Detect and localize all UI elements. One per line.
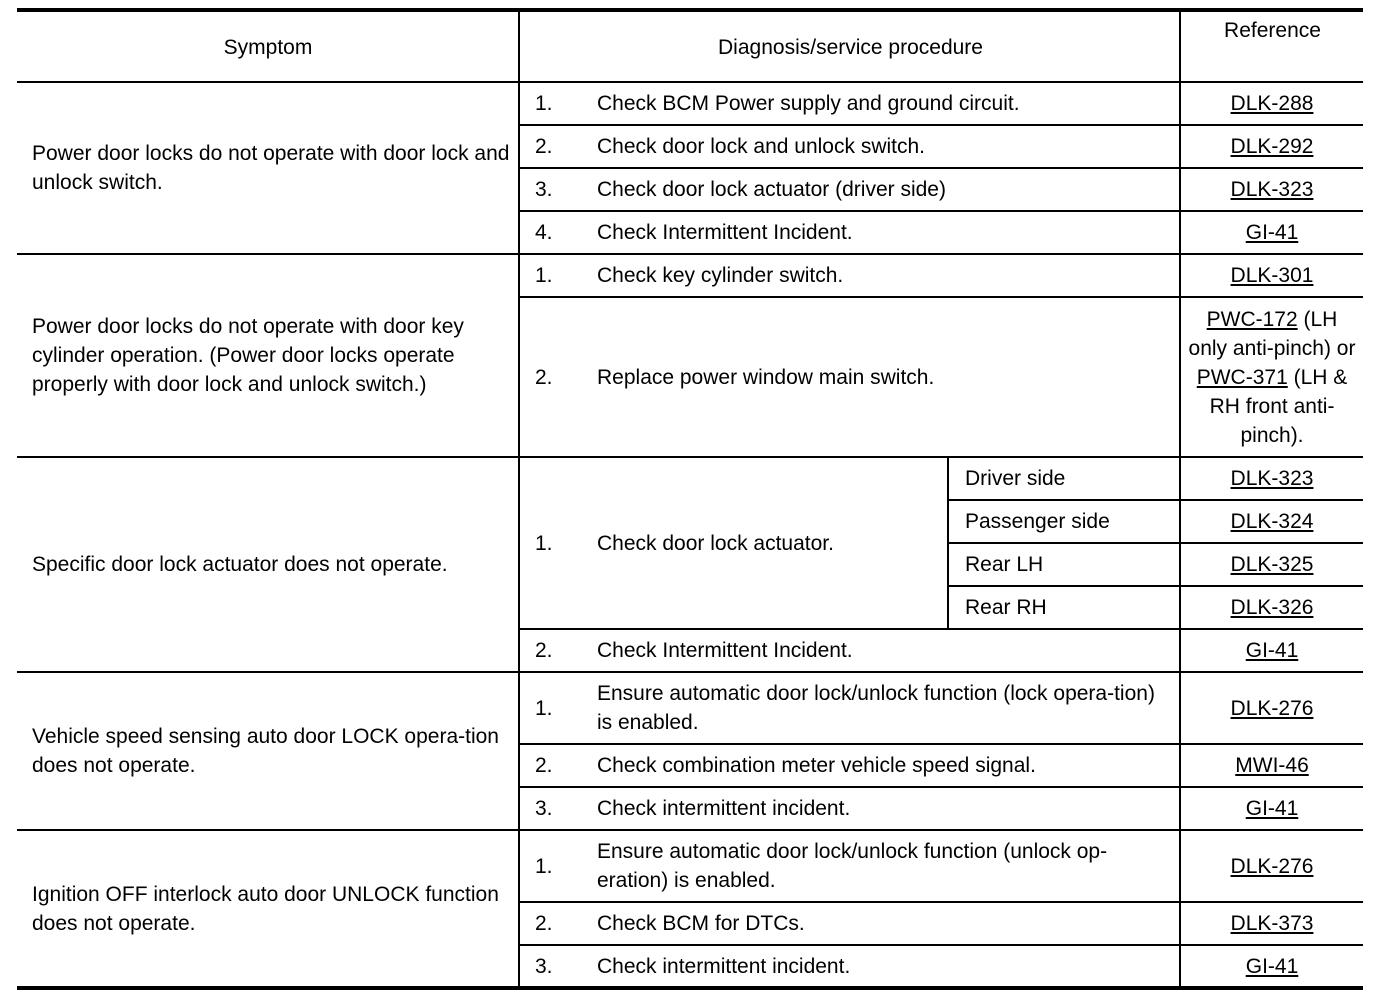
reference-link[interactable]: GI-41	[1245, 955, 1299, 978]
reference-cell	[1181, 673, 1363, 743]
reference-link[interactable]: PWC-371	[1196, 365, 1288, 389]
step-text: Check door lock and unlock switch.	[597, 135, 925, 158]
reference-link[interactable]: DLK-324	[1230, 510, 1314, 533]
reference-content	[1231, 261, 1314, 290]
step-number: 1.	[535, 696, 553, 720]
reference-content	[1231, 132, 1314, 161]
step-number: 2.	[535, 135, 553, 158]
reference-link[interactable]: DLK-301	[1230, 264, 1314, 287]
sub-item-label: Passenger side	[965, 510, 1110, 533]
reference-link[interactable]: DLK-288	[1230, 92, 1314, 115]
step-number: 2.	[535, 365, 553, 389]
table-top-border	[17, 8, 1363, 12]
step-number: 3.	[535, 955, 553, 978]
step-number: 2.	[535, 912, 553, 935]
step-number: 1.	[535, 854, 553, 878]
reference-link[interactable]: DLK-325	[1230, 553, 1314, 576]
step-text: Check key cylinder switch.	[597, 264, 844, 287]
step-text: Check combination meter vehicle speed signal.	[597, 754, 1036, 777]
reference-link[interactable]: DLK-323	[1230, 178, 1314, 201]
reference-cell	[1181, 903, 1363, 944]
reference-cell	[1181, 458, 1363, 499]
reference-link[interactable]: DLK-326	[1230, 596, 1314, 619]
reference-cell	[1181, 83, 1363, 124]
reference-link[interactable]: GI-41	[1245, 221, 1299, 244]
step-text: Check BCM for DTCs.	[597, 912, 805, 935]
header-procedure: Diagnosis/service procedure	[718, 35, 983, 59]
sub-item-label: Rear LH	[965, 553, 1044, 576]
symptom-text: Ignition OFF interlock auto door UNLOCK function does not operate.	[32, 883, 499, 935]
step-number: 1.	[535, 531, 553, 555]
step-text: Check BCM Power supply and ground circuit.	[597, 92, 1020, 115]
reference-cell	[1181, 630, 1363, 671]
step-number: 3.	[535, 797, 553, 820]
reference-content	[1231, 175, 1314, 204]
reference-link[interactable]: DLK-292	[1230, 135, 1314, 158]
reference-content	[1231, 593, 1314, 622]
reference-content	[1231, 852, 1314, 881]
reference-content	[1231, 909, 1314, 938]
reference-content	[1231, 694, 1314, 723]
reference-cell	[1181, 587, 1363, 628]
step-number: 2.	[535, 639, 553, 662]
step-text: Replace power window main switch.	[597, 365, 935, 389]
reference-link[interactable]: PWC-172	[1206, 307, 1298, 331]
reference-content	[1231, 550, 1314, 579]
reference-link[interactable]: DLK-373	[1230, 912, 1314, 935]
reference-cell	[1181, 126, 1363, 167]
symptom-text: Vehicle speed sensing auto door LOCK opera-tion does not operate.	[32, 725, 499, 777]
reference-cell	[1181, 831, 1363, 901]
reference-cell	[1181, 501, 1363, 542]
step-text: Check Intermittent Incident.	[597, 221, 853, 244]
reference-link[interactable]: DLK-276	[1230, 854, 1314, 878]
sub-item-label: Driver side	[965, 467, 1066, 490]
step-text: Ensure automatic door lock/unlock function (unlock op-eration) is enabled.	[597, 840, 1108, 892]
sub-item-label: Rear RH	[965, 596, 1047, 619]
symptom-text: Specific door lock actuator does not operate.	[32, 553, 448, 576]
reference-cell	[1181, 212, 1363, 253]
step-text: Ensure automatic door lock/unlock function (lock opera-tion) is enabled.	[597, 682, 1155, 734]
reference-link[interactable]: DLK-276	[1230, 696, 1314, 720]
reference-link[interactable]: GI-41	[1245, 797, 1299, 820]
step-text: Check Intermittent Incident.	[597, 639, 853, 662]
reference-content	[1185, 305, 1359, 450]
header-symptom: Symptom	[223, 35, 313, 59]
reference-cell	[1181, 788, 1363, 829]
reference-link[interactable]: DLK-323	[1230, 467, 1314, 490]
reference-content	[1246, 952, 1299, 981]
reference-cell	[1181, 169, 1363, 210]
reference-content	[1231, 507, 1314, 536]
reference-cell	[1181, 544, 1363, 585]
reference-note: (LH & RH front anti-pinch).	[1209, 365, 1348, 447]
symptom-text: Power door locks do not operate with door lock and unlock switch.	[32, 142, 510, 194]
reference-cell	[1181, 946, 1363, 987]
reference-link[interactable]: GI-41	[1245, 639, 1299, 662]
reference-content	[1246, 636, 1299, 665]
symptom-text: Power door locks do not operate with door key cylinder operation. (Power door locks operate properly with door lock and unlock switch.)	[32, 315, 464, 396]
reference-content	[1231, 89, 1314, 118]
reference-content	[1246, 794, 1299, 823]
reference-cell	[1181, 255, 1363, 296]
reference-content	[1235, 751, 1309, 780]
divider	[518, 12, 520, 986]
reference-link[interactable]: MWI-46	[1235, 754, 1309, 777]
step-text: Check door lock actuator.	[597, 531, 834, 555]
reference-content	[1231, 464, 1314, 493]
step-text: Check intermittent incident.	[597, 797, 851, 820]
step-number: 1.	[535, 264, 553, 287]
reference-cell	[1181, 298, 1363, 456]
reference-note: (LH only anti-pinch) or	[1188, 307, 1356, 360]
step-number: 3.	[535, 178, 553, 201]
step-number: 4.	[535, 221, 553, 244]
step-number: 1.	[535, 92, 553, 115]
reference-content	[1246, 218, 1299, 247]
reference-cell	[1181, 745, 1363, 786]
step-text: Check intermittent incident.	[597, 955, 851, 978]
step-text: Check door lock actuator (driver side)	[597, 178, 946, 201]
step-number: 2.	[535, 754, 553, 777]
header-reference: Reference	[1224, 18, 1321, 42]
